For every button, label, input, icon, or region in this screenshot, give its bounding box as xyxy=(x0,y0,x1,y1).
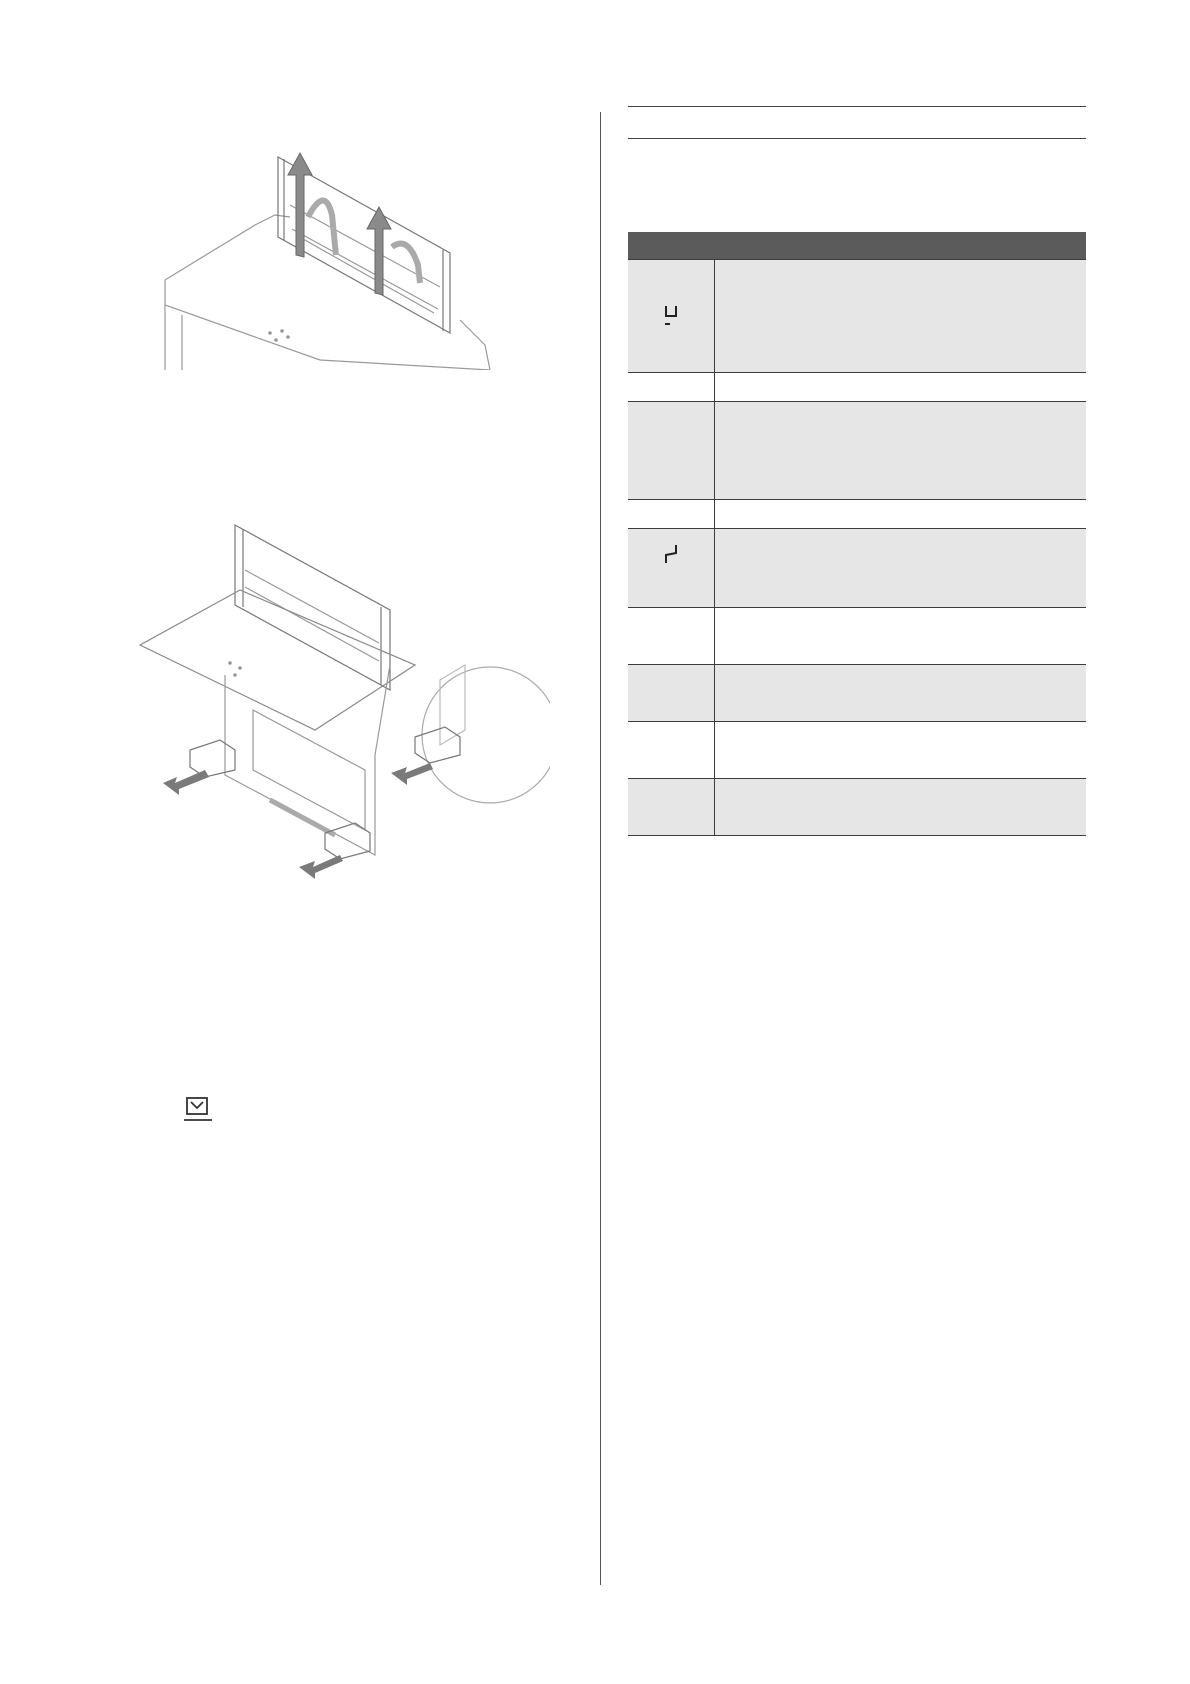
hood-underside-illustration xyxy=(135,515,550,905)
table-row xyxy=(628,608,1086,665)
table-row xyxy=(628,373,1086,402)
table-description-cell xyxy=(715,722,1086,778)
table-code-cell xyxy=(628,608,715,664)
table-description-cell xyxy=(715,373,1086,401)
table-code-cell xyxy=(628,665,715,721)
table-header xyxy=(628,232,1086,259)
table-code-cell xyxy=(628,500,715,528)
table-row xyxy=(628,665,1086,722)
table-row xyxy=(628,722,1086,779)
table-row xyxy=(628,500,1086,529)
display-u-icon xyxy=(661,302,681,330)
display-codes-table xyxy=(628,232,1086,836)
table-row xyxy=(628,779,1086,836)
table-description-cell xyxy=(715,608,1086,664)
table-description-cell xyxy=(715,402,1086,499)
check-box-icon xyxy=(182,1096,214,1122)
table-row xyxy=(628,402,1086,500)
hood-lift-illustration xyxy=(160,145,530,370)
column-divider xyxy=(600,112,601,1585)
table-description-cell xyxy=(715,529,1086,607)
table-row xyxy=(628,259,1086,373)
table-row xyxy=(628,529,1086,608)
table-code-cell xyxy=(628,779,715,835)
table-code-cell xyxy=(628,529,715,607)
table-code-cell xyxy=(628,402,715,499)
table-code-cell xyxy=(628,373,715,401)
section-rule-top xyxy=(628,106,1086,107)
table-description-cell xyxy=(715,260,1086,372)
table-code-cell xyxy=(628,722,715,778)
display-s-icon xyxy=(661,543,681,569)
table-description-cell xyxy=(715,665,1086,721)
table-description-cell xyxy=(715,500,1086,528)
section-rule-bottom xyxy=(628,138,1086,139)
table-description-cell xyxy=(715,779,1086,835)
table-code-cell xyxy=(628,260,715,372)
